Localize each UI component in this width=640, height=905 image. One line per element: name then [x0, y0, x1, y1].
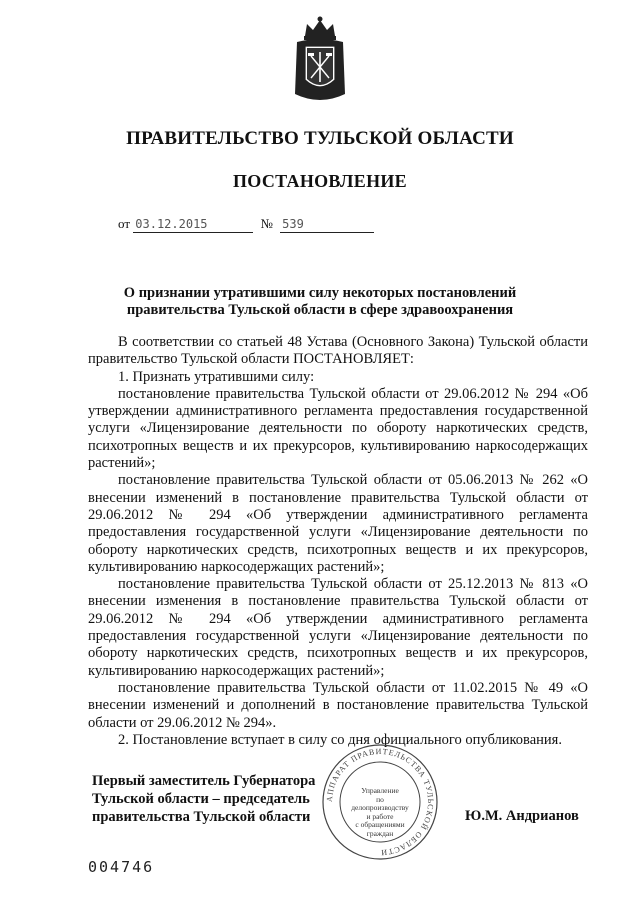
document-subject	[0, 285, 640, 319]
signatory-name: Ю.М. Андрианов	[465, 808, 579, 824]
paragraph-resolution-49: постановление правительства Тульской области от 11.02.2015 № 49 «О внесении изменений и дополнений в постановление правительства Тульской области от 29.06.2012 № 294».	[88, 679, 588, 731]
date-prefix: от	[118, 216, 131, 231]
signatory-line-3: правительства Тульской области	[92, 809, 311, 825]
document-body	[88, 334, 588, 749]
serial-number: 004746	[88, 858, 155, 876]
paragraph-resolution-294: постановление правительства Тульской области от 29.06.2012 № 294 «Об утверждении административного регламента предоставления государственной услуги «Лицензирование деятельности по обороту наркотических средств, психотропных веществ и их прекурсоров, культивированию наркосодержащих растений»;	[88, 385, 588, 472]
government-title: ПРАВИТЕЛЬСТВО ТУЛЬСКОЙ ОБЛАСТИ	[126, 128, 514, 149]
paragraph-preamble: В соответствии со статьей 48 Устава (Основного Закона) Тульской области правительство Тульской области ПОСТАНОВЛЯЕТ:	[88, 334, 588, 368]
signatory-line-2: Тульской области – председатель	[92, 791, 310, 807]
document-date: 03.12.2015	[133, 217, 253, 233]
document-type: ПОСТАНОВЛЕНИЕ	[233, 171, 407, 191]
signatory-line-1: Первый заместитель Губернатора	[92, 773, 316, 789]
document-number: 539	[280, 217, 374, 233]
number-prefix: №	[260, 216, 273, 231]
seal-text-line-3: и работе	[366, 811, 394, 821]
date-number-line	[118, 216, 374, 233]
seal-text-line-4: с обращениями	[355, 820, 405, 829]
seal-text-line-1: Управление	[361, 786, 399, 795]
signatory-position	[92, 772, 315, 826]
subject-line-2: правительства Тульской области в сфере здравоохранения	[126, 302, 514, 318]
seal-inner-text	[348, 787, 412, 838]
seal-ring-text: АППАРАТ ПРАВИТЕЛЬСТВА ТУЛЬСКОЙ ОБЛАСТИ	[324, 746, 436, 858]
paragraph-item-2: 2. Постановление вступает в силу со дня официального опубликования.	[118, 731, 562, 748]
paragraph-item-1: 1. Признать утратившими силу:	[118, 368, 315, 385]
paragraph-resolution-813: постановление правительства Тульской области от 25.12.2013 № 813 «О внесении изменения в постановление правительства Тульской области от 29.06.2012 № 294 «Об утверждении административного регламента предоставления государственной услуги «Лицензирование деятельности по обороту наркотических средств, психотропных веществ и их прекурсоров, культивированию наркосодержащих растений»;	[88, 576, 588, 679]
seal-text-line-2: по делопроизводству	[351, 794, 409, 812]
coat-of-arms-icon	[291, 14, 349, 106]
seal-text-line-5: граждан	[366, 828, 394, 838]
paragraph-resolution-262: постановление правительства Тульской области от 05.06.2013 № 262 «О внесении изменений в постановление правительства Тульской области от 29.06.2012 № 294 «Об утверждении административного регламента предоставления государственной услуги «Лицензирование деятельности по обороту наркотических средств, психотропных веществ и их прекурсоров, культивированию наркосодержащих растений»;	[88, 472, 588, 575]
subject-line-1: О признании утратившими силу некоторых постановлений	[123, 285, 517, 301]
